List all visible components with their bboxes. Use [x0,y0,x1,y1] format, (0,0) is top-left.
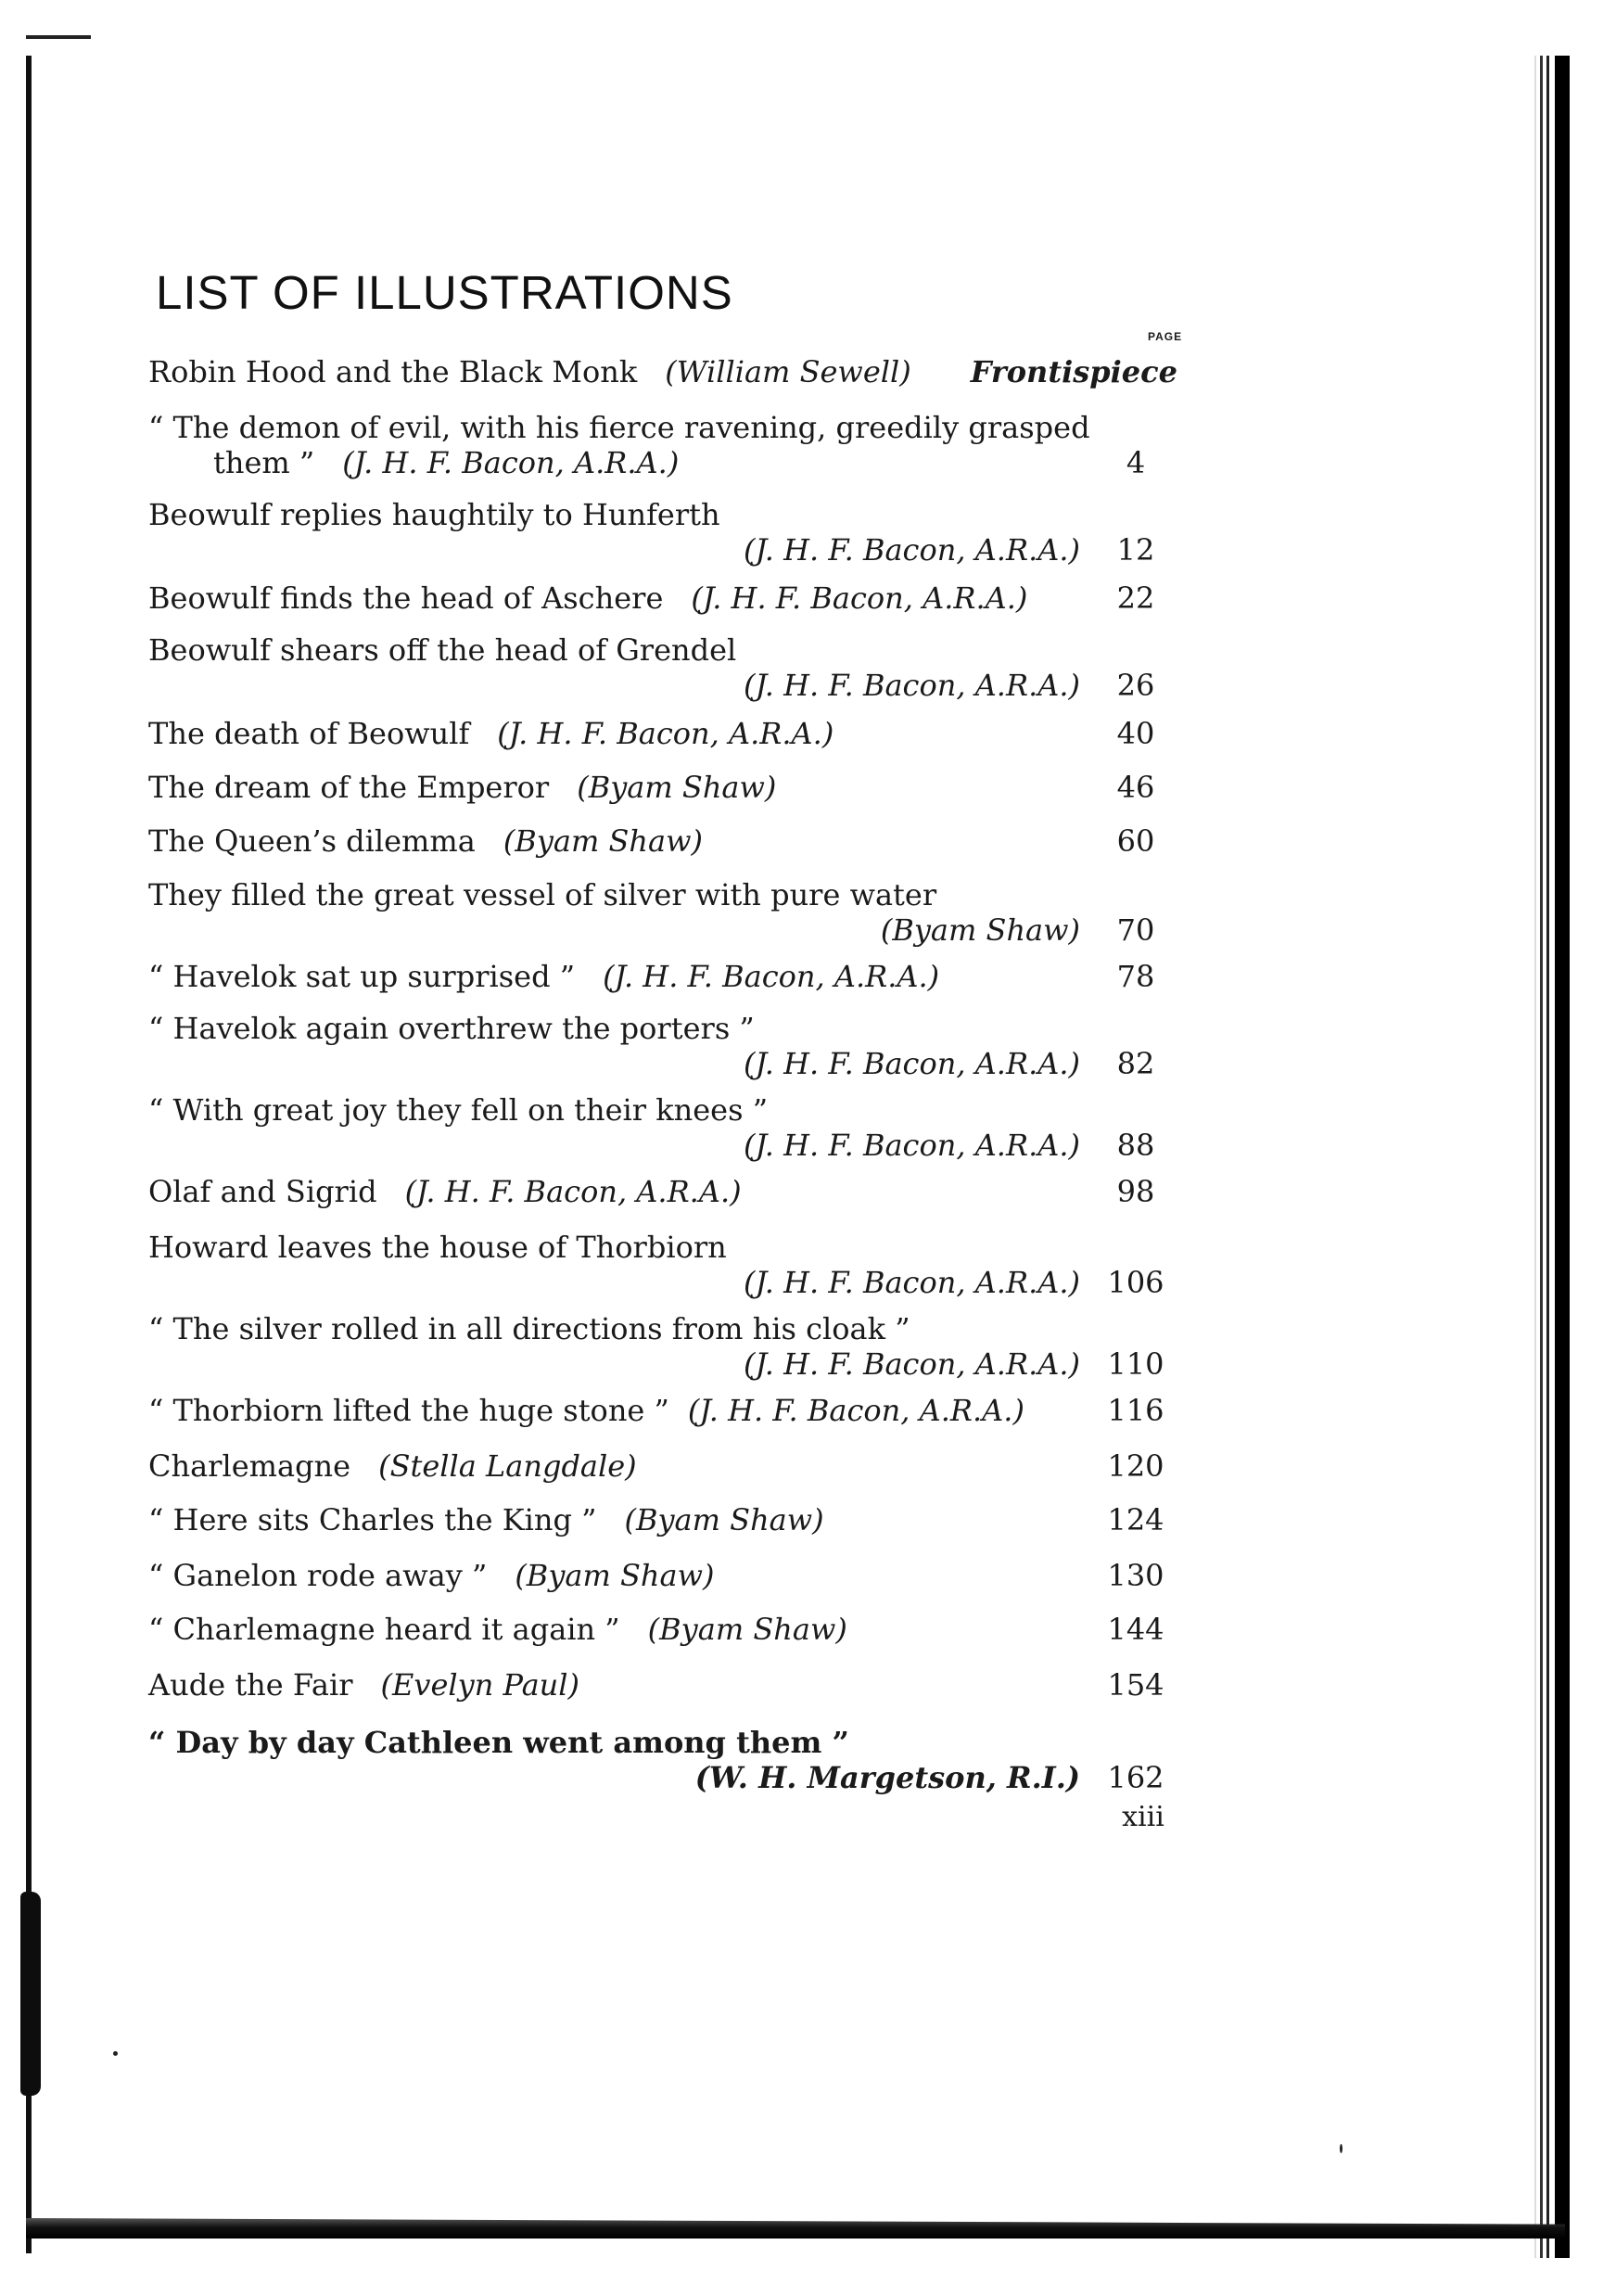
list-item [148,716,1177,751]
list-item [148,770,1177,805]
entry-artist: (J. H. F. Bacon, A.R.A.) [743,1046,1080,1081]
entry-artist: (Byam Shaw) [577,770,777,805]
list-item [148,1448,1177,1484]
list-item [148,580,1177,616]
entry-artist: (Byam Shaw) [503,823,703,859]
list-item [148,959,1177,994]
entry-page: 144 [1107,1612,1164,1647]
entry-caption-continued: them ” [213,445,315,480]
list-item [148,1612,1177,1647]
list-item [148,877,1177,948]
entry-page: 4 [1126,445,1146,480]
list-item [148,410,1177,480]
list-item [148,1311,1177,1382]
list-item [148,1011,1177,1081]
entry-page: 88 [1116,1128,1155,1163]
list-item [148,354,1177,389]
scan-edge-right [1534,56,1570,2258]
entry-caption: The dream of the Emperor [148,770,550,805]
list-item [148,497,1177,568]
entry-page: 130 [1107,1558,1164,1593]
entry-artist: (J. H. F. Bacon, A.R.A.) [691,580,1028,616]
list-item [148,632,1177,703]
scan-speck [113,2051,118,2056]
entry-artist: (W. H. Margetson, R.I.) [694,1760,1080,1795]
list-item [148,1393,1177,1428]
list-item [148,1174,1177,1209]
scan-speck [1340,2144,1342,2153]
entry-caption: “ Here sits Charles the King ” [148,1502,597,1537]
entry-caption: “ Thorbiorn lifted the huge stone ” [148,1393,669,1428]
list-item [148,1667,1177,1703]
entry-caption: “ Charlemagne heard it again ” [148,1612,620,1647]
entry-caption: “ Havelok sat up surprised ” [148,959,576,994]
entry-caption: “ Day by day Cathleen went among them ” [148,1725,849,1760]
entry-page: 124 [1107,1502,1164,1537]
page-folio: xiii [1122,1801,1164,1833]
entry-page: 110 [1107,1346,1164,1382]
entry-artist: (J. H. F. Bacon, A.R.A.) [497,716,834,751]
entry-caption: The Queen’s dilemma [148,823,476,859]
scan-edge-bottom [26,2218,1565,2239]
list-item [148,823,1177,859]
entry-page: 116 [1107,1393,1164,1428]
entry-page: 154 [1107,1667,1164,1703]
entry-artist: (Stella Langdale) [378,1448,637,1484]
entry-artist: (Byam Shaw) [880,912,1080,948]
list-item [148,1558,1177,1593]
entry-artist: (J. H. F. Bacon, A.R.A.) [404,1174,742,1209]
entry-artist: (J. H. F. Bacon, A.R.A.) [743,1128,1080,1163]
entry-caption: “ With great joy they fell on their knees ” [148,1092,769,1128]
entry-caption: The death of Beowulf [148,716,470,751]
entry-page: 40 [1116,716,1155,751]
entry-caption: Aude the Fair [148,1667,353,1703]
entry-artist: (J. H. F. Bacon, A.R.A.) [743,532,1080,568]
entry-artist: (J. H. F. Bacon, A.R.A.) [342,445,680,480]
entry-caption: Olaf and Sigrid [148,1174,377,1209]
entry-artist: (Byam Shaw) [624,1502,824,1537]
entry-caption: Beowulf replies haughtily to Hunferth [148,497,720,532]
entry-caption: “ The silver rolled in all directions from his cloak ” [148,1311,910,1346]
entry-page: 162 [1107,1760,1164,1795]
entry-caption: “ Havelok again overthrew the porters ” [148,1011,755,1046]
list-item [148,1725,1177,1795]
scan-edge-top-left [26,35,91,39]
entry-page: 26 [1116,668,1155,703]
entry-caption: Beowulf shears off the head of Grendel [148,632,737,668]
entry-artist: (J. H. F. Bacon, A.R.A.) [743,668,1080,703]
list-item [148,1230,1177,1300]
entry-caption: Beowulf finds the head of Aschere [148,580,664,616]
entry-caption: “ Ganelon rode away ” [148,1558,488,1593]
entry-artist: (Byam Shaw) [647,1612,847,1647]
entry-page: 120 [1107,1448,1164,1484]
entry-artist: (J. H. F. Bacon, A.R.A.) [743,1265,1080,1300]
entry-page: 70 [1116,912,1155,948]
entry-page: 78 [1116,959,1155,994]
entry-caption: “ The demon of evil, with his fierce ravening, greedily grasped [148,410,1090,445]
entry-artist: (J. H. F. Bacon, A.R.A.) [687,1393,1024,1428]
entry-artist: (J. H. F. Bacon, A.R.A.) [743,1346,1080,1382]
entry-artist: (William Sewell) [665,354,911,389]
entry-artist: (Byam Shaw) [515,1558,715,1593]
entry-page: 60 [1116,823,1155,859]
list-item [148,1092,1177,1163]
entry-caption: Robin Hood and the Black Monk [148,354,638,389]
entry-caption: Howard leaves the house of Thorbiorn [148,1230,727,1265]
entry-artist: (J. H. F. Bacon, A.R.A.) [603,959,940,994]
page-column-label: PAGE [1148,330,1183,343]
entry-page: 22 [1116,580,1155,616]
page-title: LIST OF ILLUSTRATIONS [156,266,733,319]
entry-artist: (Evelyn Paul) [380,1667,579,1703]
entry-page: 106 [1107,1265,1164,1300]
entry-caption: They filled the great vessel of silver with pure water [148,877,937,912]
entry-page: 82 [1116,1046,1155,1081]
entry-page: Frontispiece [970,354,1177,389]
entry-page: 46 [1116,770,1155,805]
entry-page: 98 [1116,1174,1155,1209]
entry-page: 12 [1116,532,1155,568]
list-item [148,1502,1177,1537]
scan-blot [20,1892,41,2096]
entry-caption: Charlemagne [148,1448,351,1484]
